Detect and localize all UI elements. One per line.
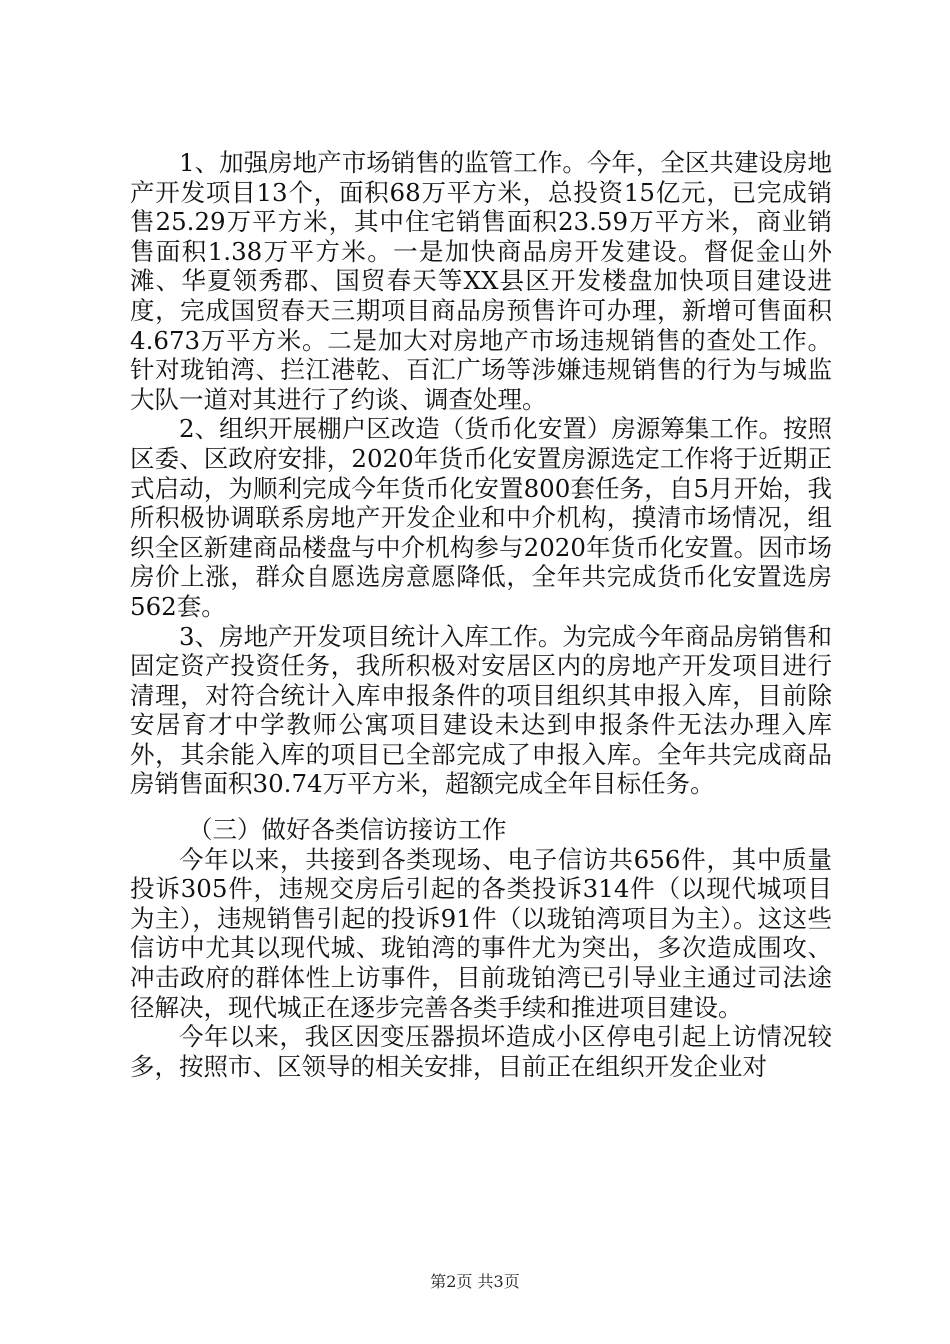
page-footer: 第2页 共3页 (430, 1272, 520, 1291)
paragraph-statistics-filing: 3、房地产开发项目统计入库工作。为完成今年商品房销售和固定资产投资任务，我所积极对安居区内的房地产开发项目进行清理，对符合统计入库申报条件的项目组织其申报入库，目前除安居育才中学教师公寓项目建设未达到申报条件无法办理入库外，其余能入库的项目已全部完成了申报入库。全年共完成商品房销售面积30.74万平方米，超额完成全年目标任务。 (130, 621, 832, 799)
paragraph-housing-resettlement: 2、组织开展棚户区改造（货币化安置）房源筹集工作。按照区委、区政府安排，2020年货币化安置房源选定工作将于近期正式启动，为顺利完成今年货币化安置800套任务，自5月开始，我所积极协调联系房地产开发企业和中介机构，摸清市场情况，组织全区新建商品楼盘与中介机构参与2020年货币化安置。因市场房价上涨，群众自愿选房意愿降低，全年共完成货币化安置选房562套。 (130, 414, 832, 621)
document-body (130, 148, 832, 1081)
paragraph-power-outage: 今年以来，我区因变压器损坏造成小区停电引起上访情况较多，按照市、区领导的相关安排，目前正在组织开发企业对 (130, 1022, 832, 1081)
paragraph-petition-stats: 今年以来，共接到各类现场、电子信访共656件，其中质量投诉305件，违规交房后引起的各类投诉314件（以现代城项目为主），违规销售引起的投诉91件（以珑铂湾项目为主）。这这些信访中尤其以现代城、珑铂湾的事件尤为突出，多次造成围攻、冲击政府的群体性上访事件，目前珑铂湾已引导业主通过司法途径解决，现代城正在逐步完善各类手续和推进项目建设。 (130, 844, 832, 1022)
paragraph-sales-supervision: 1、加强房地产市场销售的监管工作。今年，全区共建设房地产开发项目13个，面积68万平方米，总投资15亿元，已完成销售25.29万平方米，其中住宅销售面积23.59万平方米，商业销售面积1.38万平方米。一是加快商品房开发建设。督促金山外滩、华夏领秀郡、国贸春天等XX县区开发楼盘加快项目建设进度，完成国贸春天三期项目商品房预售许可办理，新增可售面积4.673万平方米。二是加大对房地产市场违规销售的查处工作。针对珑铂湾、拦江港乾、百汇广场等涉嫌违规销售的行为与城监大队一道对其进行了约谈、调查处理。 (130, 148, 832, 414)
section-heading-petitions: （三）做好各类信访接访工作 (188, 815, 507, 845)
